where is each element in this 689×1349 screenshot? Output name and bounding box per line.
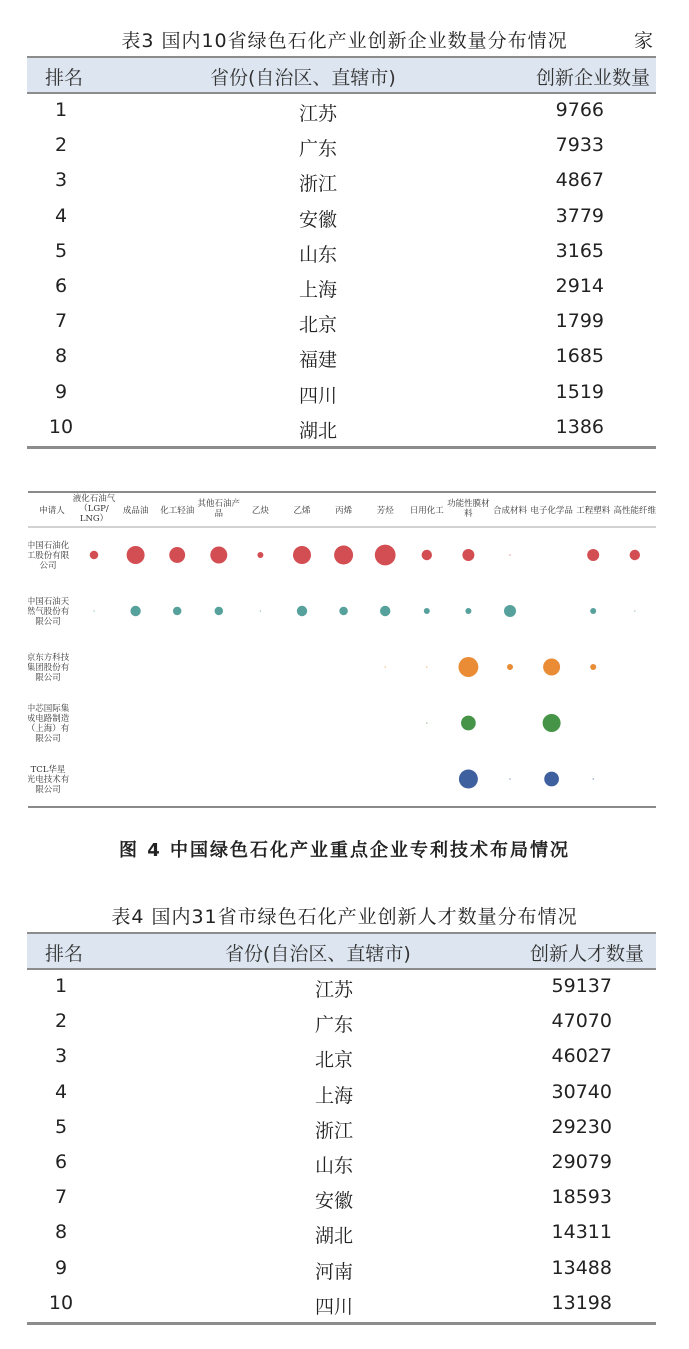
- province-cell: 上海: [299, 278, 338, 301]
- value-cell: 1386: [555, 415, 604, 438]
- applicant-label-line: 京东方科技: [28, 653, 70, 663]
- category-label-line: 合成材料: [492, 506, 528, 516]
- applicant-label-line: 集团股份有: [28, 663, 70, 673]
- table-row: [27, 1252, 656, 1287]
- table4: [27, 932, 656, 1325]
- rank-cell: 2: [54, 1010, 68, 1033]
- bubble-point: [590, 664, 596, 670]
- table3-unit: 家: [634, 30, 654, 52]
- value-cell: 18593: [551, 1186, 612, 1209]
- bubble-point: [422, 550, 432, 560]
- figure4-caption: 图 4 中国绿色石化产业重点企业专利技术布局情况: [118, 840, 571, 861]
- category-label: [530, 505, 573, 516]
- category-label-line: 工程塑料: [576, 506, 611, 516]
- rank-cell: 9: [54, 380, 68, 403]
- table-row: [27, 1076, 656, 1111]
- applicant-label-line: 成电路制造: [28, 714, 70, 724]
- value-cell: 13198: [551, 1291, 612, 1314]
- rank-cell: 7: [54, 310, 68, 333]
- table-row: [27, 164, 656, 199]
- bubble-point: [257, 552, 263, 558]
- category-label: [293, 505, 311, 516]
- rank-cell: 1: [54, 99, 68, 121]
- table-row: [27, 129, 656, 164]
- value-cell: 1685: [555, 345, 604, 368]
- bubble-point: [587, 549, 599, 561]
- bubble-point: [215, 607, 223, 615]
- category-label-line: 品: [214, 509, 224, 519]
- bubble-point: [544, 772, 559, 787]
- category-label: [614, 505, 656, 516]
- value-cell: 9766: [555, 99, 604, 121]
- applicant-label-line: 然气股份有: [28, 607, 70, 617]
- applicant-label-line: 限公司: [35, 673, 61, 683]
- province-cell: 浙江: [299, 173, 338, 196]
- applicant-label-line: 限公司: [35, 617, 61, 627]
- value-cell: 59137: [551, 975, 612, 997]
- rank-cell: 9: [54, 1256, 68, 1279]
- bubble-point: [426, 666, 427, 667]
- bubble-point: [630, 550, 640, 560]
- bubble-point: [543, 659, 560, 676]
- bubble-point: [426, 722, 427, 723]
- value-cell: 29230: [551, 1115, 612, 1138]
- category-label: [123, 505, 149, 516]
- category-label-line: 高性能纤维: [613, 506, 656, 516]
- rank-cell: 8: [54, 345, 68, 368]
- category-label-line: LNG）: [79, 514, 109, 524]
- table-row: [27, 200, 656, 235]
- category-label: [252, 505, 270, 516]
- rank-cell: 1: [54, 975, 68, 997]
- applicant-label: [28, 540, 70, 571]
- bubble-point: [173, 607, 181, 615]
- applicant-label: [28, 703, 70, 744]
- province-cell: 湖北: [315, 1225, 354, 1248]
- applicant-label: [28, 764, 70, 795]
- rank-cell: 10: [48, 415, 74, 438]
- bubble-point: [339, 607, 347, 615]
- value-cell: 30740: [551, 1080, 612, 1103]
- table-row: [27, 94, 656, 129]
- table3-caption: [0, 26, 689, 53]
- category-label-line: 其他石油产: [197, 499, 241, 509]
- bubble-point: [210, 547, 227, 564]
- table3-header-province: 省份(自治区、直辖市): [210, 67, 396, 89]
- province-cell: 四川: [299, 384, 338, 407]
- table-row: [27, 970, 656, 1005]
- bubble-point: [260, 610, 261, 611]
- category-label-line: 乙炔: [251, 506, 269, 516]
- applicant-label: [28, 652, 70, 683]
- table3-body: [27, 94, 656, 449]
- bubble-point: [293, 546, 311, 564]
- value-cell: 1519: [555, 380, 604, 403]
- province-cell: 江苏: [299, 103, 338, 125]
- category-label: [73, 493, 116, 524]
- rank-cell: 5: [54, 1115, 68, 1138]
- table-row: [27, 376, 656, 411]
- province-cell: 广东: [299, 138, 338, 161]
- bubble-point: [424, 608, 430, 614]
- province-cell: 山东: [299, 243, 338, 266]
- province-cell: 湖北: [299, 419, 338, 442]
- table3-caption-text: 表3 国内10省绿色石化产业创新企业数量分布情况: [121, 30, 568, 52]
- table-row: [27, 1005, 656, 1040]
- category-label-line: 乙烯: [293, 506, 311, 516]
- province-cell: 浙江: [315, 1119, 354, 1142]
- bubble-point: [458, 657, 478, 677]
- applicant-label-line: 限公司: [35, 734, 61, 744]
- province-cell: 江苏: [315, 979, 354, 1001]
- table-row: [27, 1146, 656, 1181]
- province-cell: 福建: [299, 349, 338, 372]
- category-label-line: 化工轻油: [160, 506, 195, 516]
- rank-cell: 10: [48, 1291, 74, 1314]
- bubble-point: [459, 770, 478, 789]
- bubble-point: [380, 606, 390, 616]
- province-cell: 北京: [315, 1049, 354, 1072]
- table-row: [27, 305, 656, 340]
- category-label-line: 电子化学品: [530, 506, 573, 516]
- category-label-line: 丙烯: [335, 506, 353, 516]
- table3-header: [27, 56, 656, 94]
- applicant-label-line: 中芯国际集: [28, 704, 70, 714]
- bubble-point: [461, 716, 476, 731]
- bubble-point: [90, 551, 98, 559]
- applicant-label-line: 中国石油天: [28, 597, 70, 607]
- applicant-label-line: （上海）有: [28, 724, 70, 734]
- table3-header-count: 创新企业数量: [535, 67, 650, 89]
- province-cell: 山东: [315, 1154, 354, 1177]
- applicant-label-line: 中国石油化: [28, 541, 70, 551]
- bubble-point: [509, 778, 510, 779]
- table3-header-rank: 排名: [45, 67, 84, 89]
- bubble-point: [169, 547, 185, 563]
- table4-header-rank: 排名: [45, 943, 84, 965]
- value-cell: 1799: [555, 310, 604, 333]
- category-label-line: 液化石油气: [72, 494, 116, 504]
- bubble-point: [509, 554, 510, 555]
- figure4-chart: [28, 491, 656, 809]
- category-label-line: 成品油: [122, 506, 149, 516]
- table4-caption: [0, 902, 689, 929]
- table4-body: [27, 970, 656, 1325]
- table-row: [27, 1040, 656, 1075]
- category-label: [576, 505, 611, 516]
- table4-caption-text: 表4 国内31省市绿色石化产业创新人才数量分布情况: [111, 906, 578, 928]
- bubble-point: [130, 606, 140, 616]
- value-cell: 47070: [551, 1010, 612, 1033]
- province-cell: 北京: [299, 314, 338, 337]
- table-row: [27, 411, 656, 446]
- province-cell: 广东: [315, 1014, 354, 1037]
- table4-header-count: 创新人才数量: [529, 943, 644, 965]
- bubble-chart-svg: [28, 491, 656, 809]
- category-label: [410, 505, 445, 516]
- value-cell: 46027: [551, 1045, 612, 1068]
- rank-cell: 5: [54, 239, 68, 262]
- applicant-axis-label: 申请人: [39, 506, 65, 516]
- category-label-line: 日用化工: [409, 506, 444, 516]
- rank-cell: 2: [54, 134, 68, 157]
- rank-cell: 7: [54, 1186, 68, 1209]
- value-cell: 29079: [551, 1150, 612, 1173]
- category-label-line: 料: [464, 509, 473, 519]
- value-cell: 14311: [551, 1221, 612, 1244]
- value-cell: 3779: [555, 204, 604, 227]
- value-cell: 2914: [555, 274, 604, 297]
- rank-cell: 3: [54, 169, 68, 192]
- applicant-label-line: 光电技术有: [28, 775, 70, 785]
- bubble-point: [297, 606, 307, 616]
- table4-header: [27, 932, 656, 970]
- rank-cell: 4: [54, 204, 68, 227]
- bubble-point: [590, 608, 596, 614]
- applicant-label-line: 限公司: [35, 785, 61, 795]
- province-cell: 上海: [315, 1084, 354, 1107]
- category-label: [377, 505, 395, 516]
- table-row: [27, 235, 656, 270]
- category-label-line: （LGP/: [79, 504, 109, 514]
- table-row: [27, 1216, 656, 1251]
- bubble-point: [465, 608, 471, 614]
- bubble-point: [507, 664, 513, 670]
- table4-header-province: 省份(自治区、直辖市): [225, 943, 411, 965]
- bubble-point: [385, 666, 386, 667]
- rank-cell: 6: [54, 1150, 68, 1173]
- rank-cell: 3: [54, 1045, 68, 1068]
- applicant-label-line: 工股份有限: [28, 551, 70, 561]
- rank-cell: 8: [54, 1221, 68, 1244]
- category-label-line: 芳烃: [376, 506, 394, 516]
- bubble-point: [593, 778, 594, 779]
- rank-cell: 6: [54, 274, 68, 297]
- category-label: [447, 498, 490, 519]
- value-cell: 13488: [551, 1256, 612, 1279]
- province-cell: 安徽: [299, 208, 338, 231]
- province-cell: 四川: [315, 1295, 354, 1318]
- bubble-point: [375, 545, 396, 566]
- table3: [27, 56, 656, 449]
- category-label: [493, 505, 528, 516]
- category-label: [198, 498, 241, 519]
- category-label: [160, 505, 195, 516]
- bubble-point: [127, 546, 145, 564]
- table-row: [27, 340, 656, 375]
- table-row: [27, 1181, 656, 1216]
- category-label-line: 功能性膜材: [447, 499, 490, 509]
- table-row: [27, 1111, 656, 1146]
- province-cell: 河南: [315, 1260, 354, 1283]
- province-cell: 安徽: [315, 1190, 354, 1213]
- table-row: [27, 1287, 656, 1322]
- bubble-point: [504, 605, 516, 617]
- table-row: [27, 270, 656, 305]
- bubble-point: [634, 610, 635, 611]
- bubble-point: [334, 546, 353, 565]
- value-cell: 4867: [555, 169, 604, 192]
- value-cell: 3165: [555, 239, 604, 262]
- value-cell: 7933: [555, 134, 604, 157]
- category-label: [335, 505, 353, 516]
- applicant-label: [28, 596, 70, 627]
- bubble-point: [543, 714, 561, 732]
- applicant-label-line: TCL华星: [30, 765, 66, 775]
- bubble-point: [462, 549, 474, 561]
- bubble-point: [93, 610, 94, 611]
- applicant-label-line: 公司: [39, 561, 57, 571]
- rank-cell: 4: [54, 1080, 68, 1103]
